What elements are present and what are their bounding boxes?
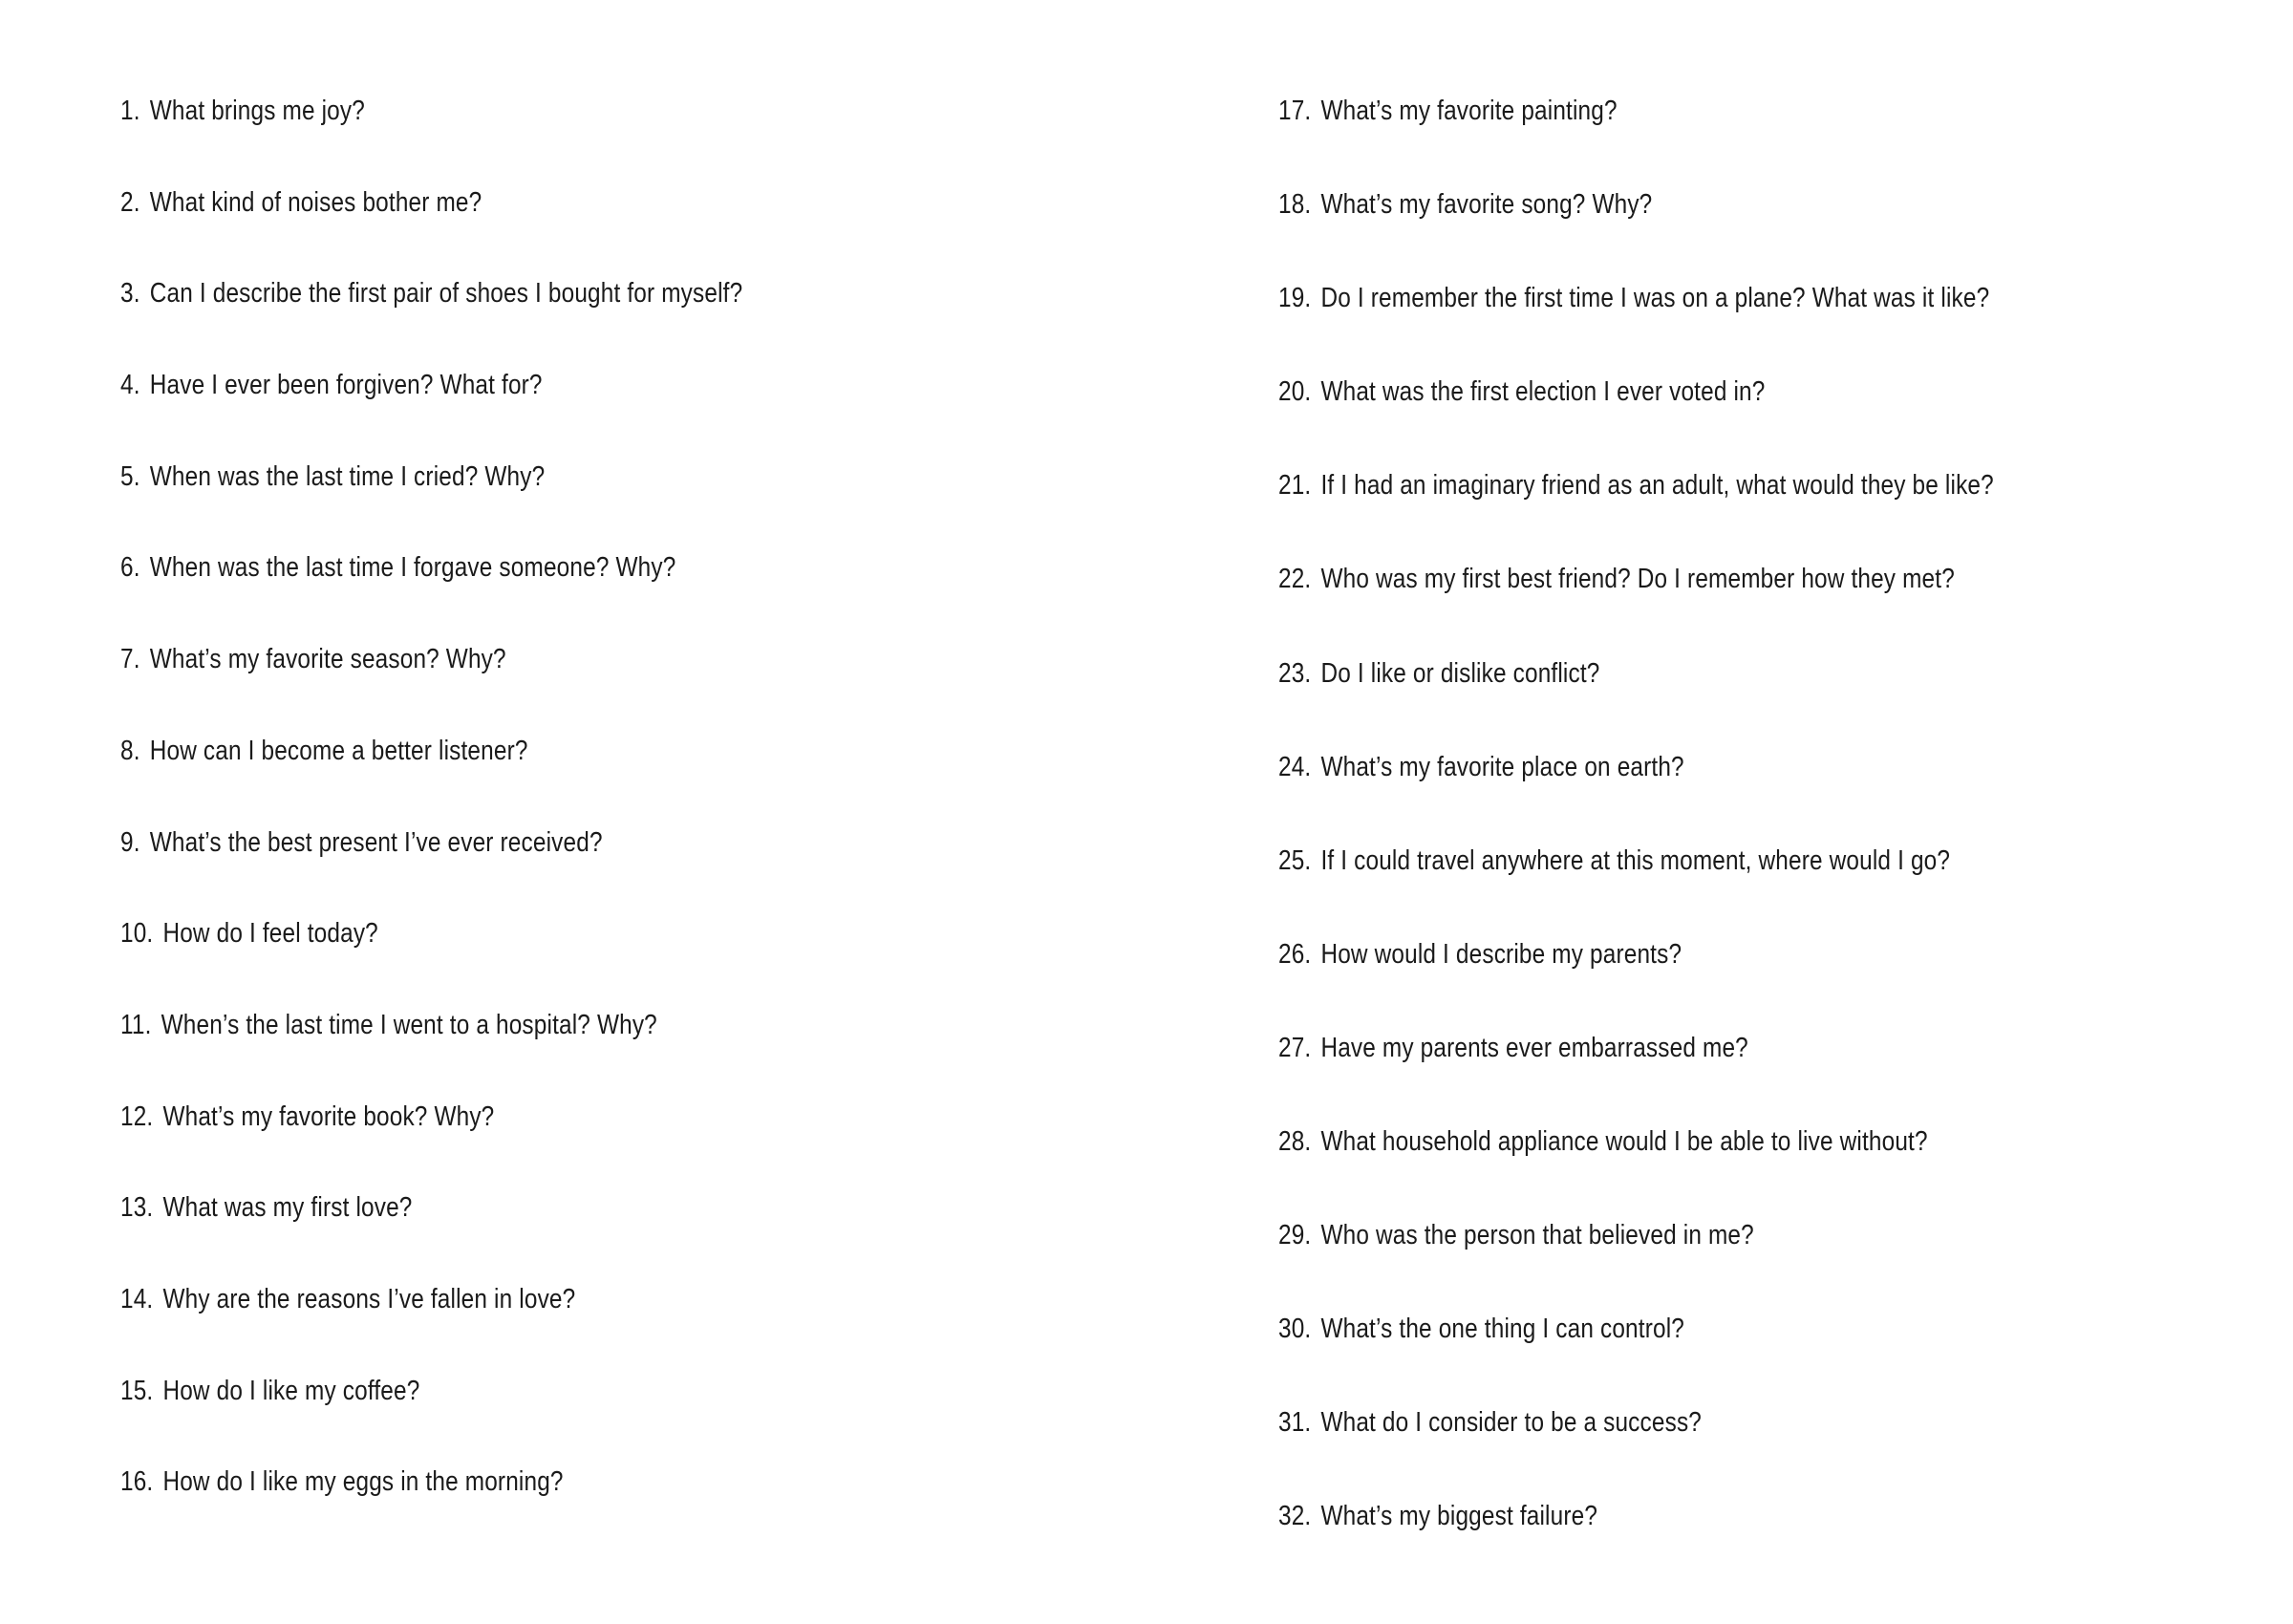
question-number: 30.	[1278, 1314, 1312, 1345]
question-item	[1278, 733, 2097, 826]
question-number: 20.	[1278, 376, 1312, 408]
question-number: 23.	[1278, 657, 1312, 689]
question-item	[1278, 170, 2097, 264]
question-text: Who was my first best friend? Do I remember how they met?	[1320, 564, 1955, 595]
question-number: 21.	[1278, 470, 1312, 502]
question-item	[1278, 451, 2097, 545]
question-text: When was the last time I forgave someone? Why?	[149, 552, 676, 584]
question-text: How do I like my coffee?	[162, 1375, 420, 1406]
question-number: 3.	[120, 278, 140, 310]
question-text: How do I feel today?	[162, 918, 378, 950]
question-number: 9.	[120, 826, 140, 858]
question-text: Have my parents ever embarrassed me?	[1320, 1032, 1748, 1063]
question-item	[1278, 1014, 2097, 1107]
question-item	[120, 625, 1043, 716]
question-number: 19.	[1278, 283, 1312, 314]
question-item	[120, 351, 1043, 442]
question-text: What’s the best present I’ve ever received?	[149, 826, 603, 858]
question-number: 27.	[1278, 1032, 1312, 1063]
question-item	[120, 716, 1043, 808]
question-number: 2.	[120, 186, 140, 218]
question-text: Do I like or dislike conflict?	[1320, 657, 1600, 689]
question-text: When’s the last time I went to a hospital? Why?	[161, 1009, 657, 1040]
question-text: Do I remember the first time I was on a plane? What was it like?	[1320, 283, 1990, 314]
question-number: 32.	[1278, 1501, 1312, 1532]
question-number: 26.	[1278, 938, 1312, 970]
question-number: 10.	[120, 918, 154, 950]
question-item	[1278, 1482, 2097, 1575]
question-number: 16.	[120, 1466, 154, 1498]
question-item	[1278, 1388, 2097, 1482]
question-text: How can I become a better listener?	[149, 735, 528, 766]
question-text: How do I like my eggs in the morning?	[162, 1466, 564, 1498]
question-number: 4.	[120, 370, 140, 401]
question-text: What’s my favorite painting?	[1320, 96, 1618, 126]
question-item	[1278, 545, 2097, 638]
question-item	[120, 808, 1043, 900]
question-text: What’s my favorite place on earth?	[1320, 751, 1684, 782]
question-text: What’s the one thing I can control?	[1320, 1314, 1685, 1345]
question-item	[1278, 826, 2097, 920]
question-item	[120, 533, 1043, 625]
question-text: What was my first love?	[162, 1192, 413, 1224]
question-item	[1278, 76, 2097, 170]
question-number: 24.	[1278, 751, 1312, 782]
question-text: What brings me joy?	[149, 96, 365, 126]
question-number: 5.	[120, 460, 140, 492]
question-number: 15.	[120, 1375, 154, 1406]
question-item	[1278, 639, 2097, 733]
question-number: 18.	[1278, 189, 1312, 221]
question-text: Can I describe the first pair of shoes I bought for myself?	[149, 278, 743, 310]
question-item	[120, 442, 1043, 534]
question-number: 8.	[120, 735, 140, 766]
question-item	[120, 259, 1043, 351]
question-item	[120, 1082, 1043, 1174]
question-number: 25.	[1278, 844, 1312, 876]
question-number: 22.	[1278, 564, 1312, 595]
question-number: 11.	[120, 1009, 152, 1040]
question-number: 29.	[1278, 1220, 1312, 1251]
question-item	[1278, 357, 2097, 451]
question-item	[120, 991, 1043, 1082]
question-number: 17.	[1278, 96, 1312, 126]
question-number: 14.	[120, 1283, 154, 1314]
question-number: 6.	[120, 552, 140, 584]
question-text: If I could travel anywhere at this moment, where would I go?	[1320, 844, 1951, 876]
question-number: 12.	[120, 1100, 154, 1132]
question-item	[120, 76, 1043, 168]
question-text: What’s my favorite season? Why?	[149, 644, 506, 675]
question-text: If I had an imaginary friend as an adult, what would they be like?	[1320, 470, 1994, 502]
question-item	[1278, 920, 2097, 1014]
question-text: What do I consider to be a success?	[1320, 1407, 1703, 1439]
question-list-right	[1278, 76, 2253, 1576]
question-number: 28.	[1278, 1126, 1312, 1158]
question-item	[120, 1447, 1043, 1539]
question-text: What’s my biggest failure?	[1320, 1501, 1598, 1532]
question-item	[120, 1357, 1043, 1448]
question-text: Why are the reasons I’ve fallen in love?	[162, 1283, 576, 1314]
question-item	[120, 168, 1043, 260]
question-item	[120, 1265, 1043, 1357]
question-text: How would I describe my parents?	[1320, 938, 1682, 970]
question-text: What’s my favorite song? Why?	[1320, 189, 1653, 221]
question-item	[120, 899, 1043, 991]
question-item	[1278, 1201, 2097, 1294]
question-list-left	[120, 76, 1219, 1539]
question-number: 1.	[120, 96, 140, 126]
question-number: 31.	[1278, 1407, 1312, 1439]
question-number: 13.	[120, 1192, 154, 1224]
question-text: What kind of noises bother me?	[149, 186, 482, 218]
question-text: Who was the person that believed in me?	[1320, 1220, 1754, 1251]
question-item	[120, 1173, 1043, 1265]
question-text: What was the first election I ever voted in?	[1320, 376, 1766, 408]
question-number: 7.	[120, 644, 140, 675]
question-text: Have I ever been forgiven? What for?	[149, 370, 543, 401]
question-item	[1278, 1107, 2097, 1201]
question-text: What household appliance would I be able to live without?	[1320, 1126, 1928, 1158]
question-text: When was the last time I cried? Why?	[149, 460, 546, 492]
question-item	[1278, 264, 2097, 357]
question-item	[1278, 1294, 2097, 1388]
question-text: What’s my favorite book? Why?	[162, 1100, 495, 1132]
